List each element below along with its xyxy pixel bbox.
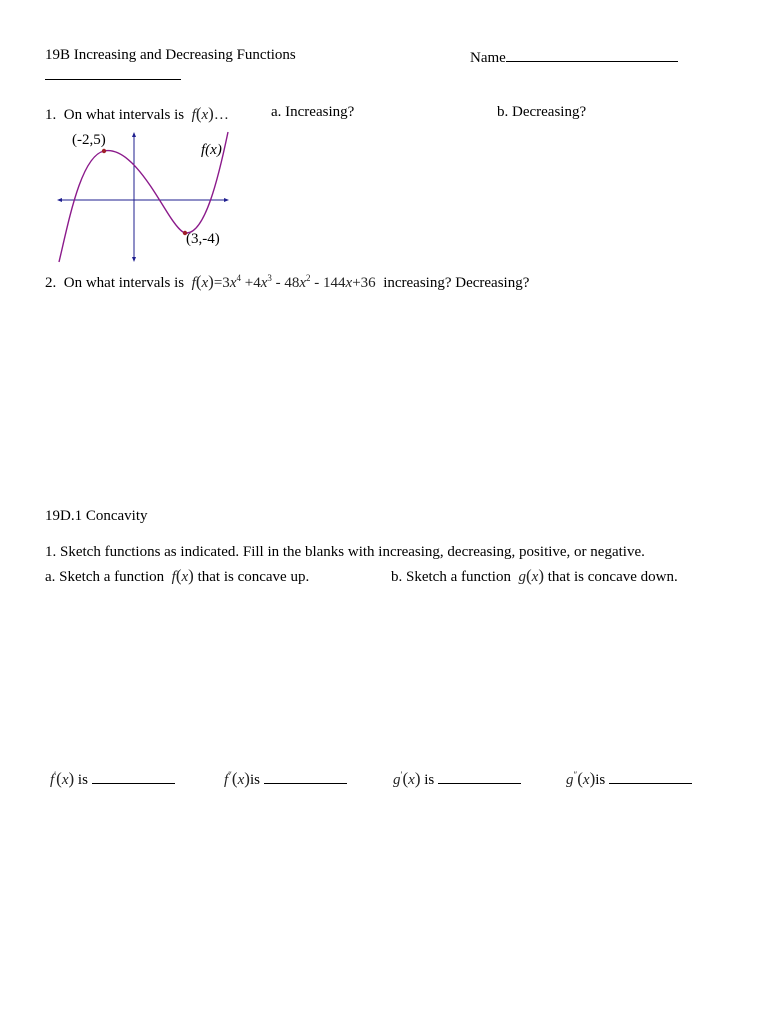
blank-f-prime[interactable]: f′(x) is (50, 769, 175, 789)
x-axis-arrow-right (224, 198, 229, 202)
name-blank[interactable] (506, 47, 678, 62)
name-label: Name (470, 50, 506, 66)
answer-blank[interactable] (609, 771, 692, 784)
blank-f-double-prime[interactable]: f″(x)is (224, 769, 347, 789)
local-min-label: (3,-4) (186, 231, 220, 247)
name-field[interactable] (470, 47, 678, 67)
name-blank-continuation (45, 79, 181, 80)
concavity-part-a: a. Sketch a function f(x) that is concave up. (45, 566, 310, 585)
answer-blank[interactable] (438, 771, 521, 784)
local-max-point (102, 149, 106, 153)
answer-blank[interactable] (92, 771, 175, 784)
concavity-instructions: 1. Sketch functions as indicated. Fill in the blanks with increasing, decreasing, positive, or negative. (45, 544, 645, 560)
x-axis-arrow-left (57, 198, 62, 202)
answer-blank[interactable] (264, 771, 347, 784)
concavity-part-b: b. Sketch a function g(x) that is concave down. (391, 566, 678, 585)
worksheet-title: 19B Increasing and Decreasing Functions (45, 47, 296, 63)
blank-g-prime[interactable]: g′(x) is (393, 769, 521, 789)
blank-g-double-prime[interactable]: g″(x)is (566, 769, 692, 789)
q1-part-b: b. Decreasing? (497, 104, 587, 120)
q1-part-a: a. Increasing? (271, 104, 355, 120)
q2-prompt: 2. On what intervals is $f(x)=3x^4 +4x^3 - 48x^2 - 144x+36$ increasing? Decreasing? (45, 272, 530, 291)
local-max-label: (-2,5) (72, 132, 106, 148)
curve-label: f(x) (201, 142, 222, 158)
y-axis-arrow-down (132, 257, 136, 262)
y-axis-arrow-up (132, 132, 136, 137)
section2-title: 19D.1 Concavity (45, 508, 148, 524)
q1-prompt: 1. On what intervals is f(x)… (45, 104, 229, 123)
